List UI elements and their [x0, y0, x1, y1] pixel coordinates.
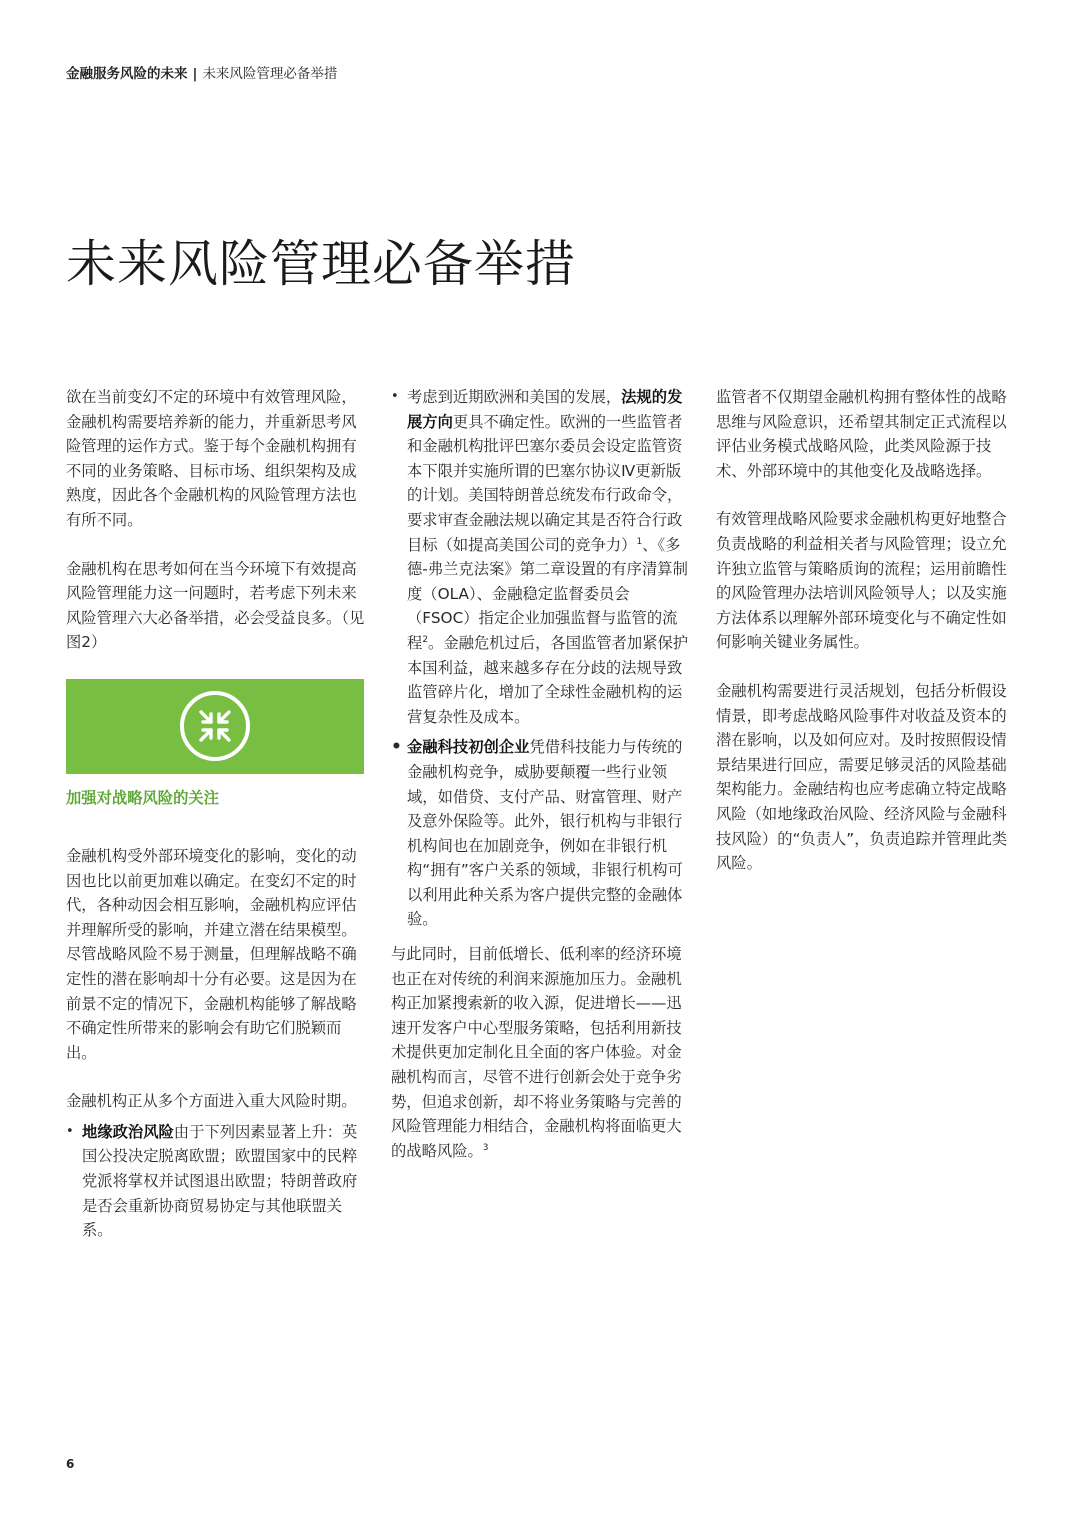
header-separator: |: [192, 66, 198, 82]
flexible-planning-paragraph: 金融机构需要进行灵活规划，包括分析假设情景，即考虑战略风险事件对收益及资本的潜在影响，以及如何应对。及时按照假设情景结果进行回应，需要足够灵活的风险基础架构能力。金融结构也应考虑确立特定战略风险（如地缘政治风险、经济风险与金融科技风险）的“负责人”，负责追踪并管理此类风险。: [716, 681, 1008, 873]
bullet-dot: •: [391, 737, 402, 758]
major-risk-paragraph: 金融机构正从多个方面进入重大风险时期。: [66, 1092, 357, 1111]
page-number: 6: [66, 1457, 75, 1471]
bullet-regulation-bold: 法规的发展方向: [407, 388, 683, 431]
publication-title: 金融服务风险的未来: [66, 66, 188, 82]
footnote-ref-3: 3: [482, 1142, 489, 1153]
bullet-fintech-bold: 金融科技初创企业: [407, 738, 530, 757]
low-growth-text: 与此同时，目前低增长、低利率的经济环境也正在对传统的利润来源施加压力。金融机构正加紧搜索新的收入源，促进增长——迅速开发客户中心型服务策略，包括利用新技术提供更加定制化且全面的客户体验。对金融机构而言，尽管不进行创新会处于竞争劣势，但追求创新，却不将业务策略与完善的风险管理能力相结合，金融机构将面临更大的战略风险。: [391, 945, 682, 1160]
bullet-dot: •: [391, 389, 399, 404]
page-title: 未来风险管理必备举措: [66, 235, 576, 293]
footnote-ref-2: 2: [422, 634, 429, 645]
compress-arrows-icon: [177, 688, 253, 764]
bullet-fintech: [391, 735, 691, 932]
bullet-geopolitical-text: 由于下列因素显著上升：英国公投决定脱离欧盟；欧盟国家中的民粹党派将掌权并试图退出欧盟；特朗普政府是否会重新协商贸易协定与其他联盟关系。: [82, 1122, 358, 1240]
bullet-dot: •: [66, 1123, 74, 1139]
section-title: 未来风险管理必备举措: [202, 66, 338, 82]
strategy-risk-paragraph: 金融机构受外部环境变化的影响，变化的动因也比以前更加难以确定。在变幻不定的时代，各种动因会相互影响，金融机构应评估并理解所受的影响，并建立潜在结果模型。尽管战略风险不易于测量，但理解战略不确定性的潜在影响却十分有必要。这是因为在前景不定的情况下，金融机构能够了解战略不确定性所带来的影响会有助它们脱颖而出。: [66, 846, 357, 1062]
bullet-regulation: [391, 385, 691, 729]
bullet-regulation-text-a: 更具不确定性。欧洲的一些监管者和金融机构批评巴塞尔委员会设定监管资本下限并实施所谓的巴塞尔协议Ⅳ更新版的计划。美国特朗普总统发布行政命令，要求审查金融法规以确定其是否符合行政目标（如提高美国公司的竞争力）: [407, 412, 683, 554]
bullet-regulation-text-b: 、《多德-弗兰克法案》第二章设置的有序清算制度（OLA）、金融稳定监督委员会（FSOC）指定企业加强监督与监管的流程: [407, 535, 688, 652]
bullet-geopolitical-bold: 地缘政治风险: [82, 1122, 174, 1141]
footnote-ref-1: 1: [636, 536, 643, 547]
regulator-expectation-paragraph: 监管者不仅期望金融机构拥有整体性的战略思维与风险意识，还希望其制定正式流程以评估业务模式战略风险，此类风险源于技术、外部环境中的其他变化及战略选择。: [716, 388, 1007, 480]
bullet-regulation-pre: 考虑到近期欧洲和美国的发展，: [407, 388, 622, 406]
strategy-risk-heading: 加强对战略风险的关注: [66, 788, 219, 807]
bullet-geopolitical: [66, 1120, 366, 1243]
strategy-risk-panel: [66, 679, 364, 774]
column-2: [391, 385, 691, 1187]
low-growth-paragraph: [391, 942, 691, 1163]
bullet-regulation-text-c: 。金融危机过后，各国监管者加紧保护本国利益，越来越多存在分歧的法规导致监管碎片化，增加了全球性金融机构的运营复杂性及成本。: [407, 633, 689, 726]
column-3: [716, 385, 1016, 900]
intro-paragraph: 欲在当前变幻不定的环境中有效管理风险，金融机构需要培养新的能力，并重新思考风险管理的运作方式。鉴于每个金融机构拥有不同的业务策略、目标市场、组织架构及成熟度，因此各个金融机构的风险管理方法也有所不同。: [66, 388, 357, 529]
column-1: [66, 385, 366, 1245]
bullet-fintech-text: 凭借科技能力与传统的金融机构竞争，威胁要颠覆一些行业领域，如借贷、支付产品、财富管理、财产及意外保险等。此外，银行机构与非银行机构间也在加剧竞争，例如在非银行机构“拥有”客户关系的领域，非银行机构可以利用此种关系为客户提供完整的金融体验。: [407, 738, 683, 929]
six-measures-paragraph: 金融机构在思考如何在当今环境下有效提高风险管理能力这一问题时，若考虑下列未来风险管理六大必备举措，必会受益良多。（见图2）: [66, 559, 365, 652]
running-header: [66, 66, 337, 82]
effective-management-paragraph: 有效管理战略风险要求金融机构更好地整合负责战略的利益相关者与风险管理；设立允许独立监管与策略质询的流程；运用前瞻性的风险管理办法培训风险领导人；以及实施方法体系以理解外部环境变化与不确定性如何影响关键业务属性。: [716, 510, 1007, 652]
